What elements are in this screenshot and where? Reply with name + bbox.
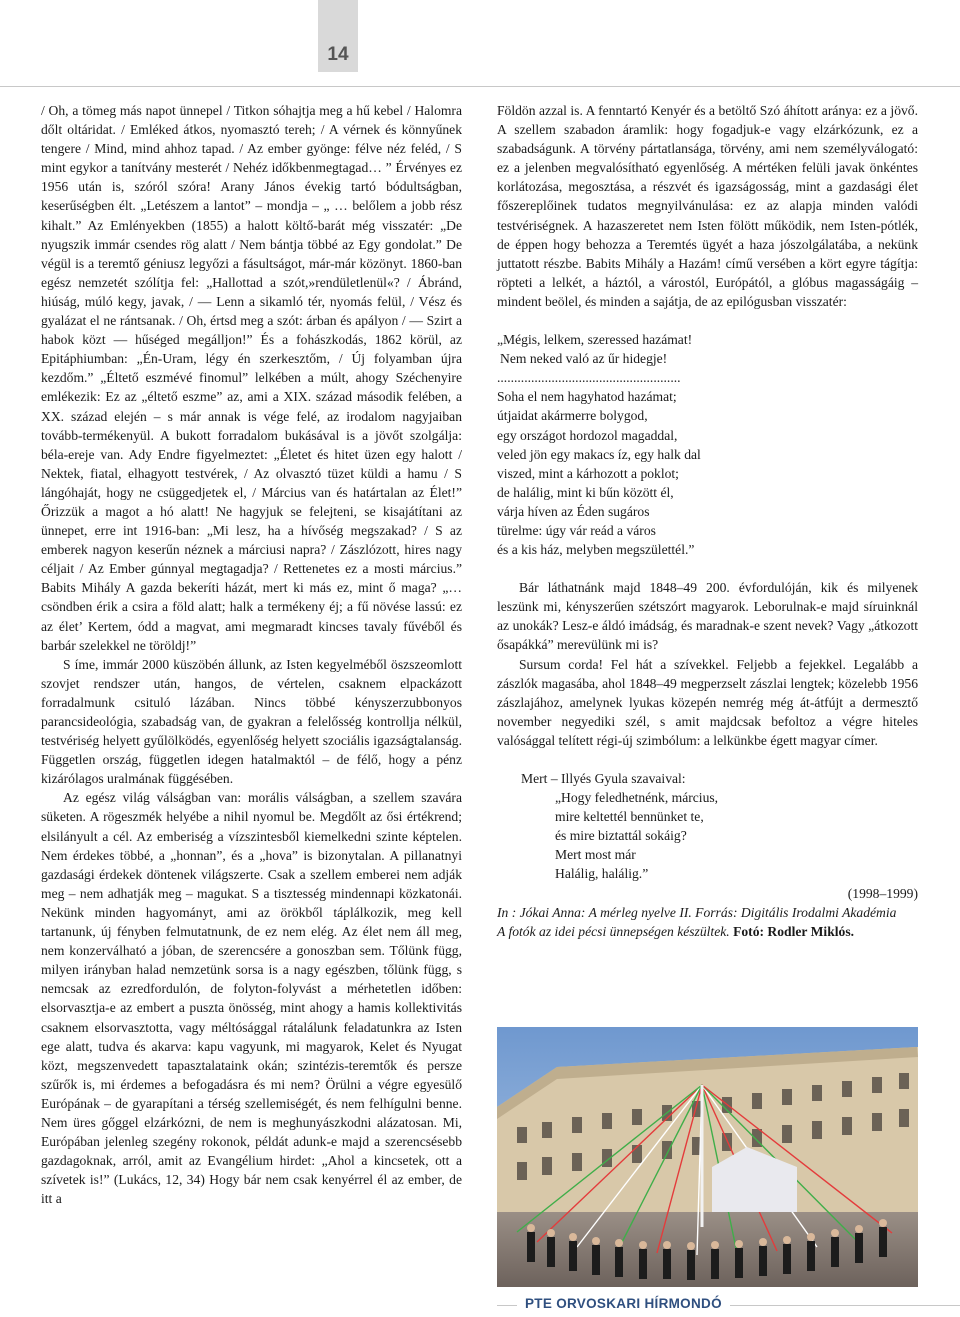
- quote-intro: Mert – Illyés Gyula szavaival:: [521, 771, 686, 786]
- date-line: (1998–1999): [847, 885, 918, 901]
- poem-line: türelme: úgy vár reád a város: [497, 522, 656, 538]
- illyes-quote: [497, 769, 918, 884]
- page-number: 14: [327, 44, 349, 65]
- poem-line: „Mégis, lelkem, szeressed hazámat!: [497, 332, 693, 348]
- photo-credit: Fotó: Rodler Miklós.: [733, 923, 855, 939]
- left-paragraph-3: Az egész világ válságban van: morális válságban, a szellem szavára süketen. A rögeszmék helyébe a nihil nyomul be. Megdőlt az ősi értékrend; elsilányult a cél. Az emberiség a vízszintesből kiemelkedni szinte képtelen. Nem érdekes többé, a „honnan”, és a „hova” is bizonytalan. A pillanatnyi gazdasági érdekek döntenek világszerte. Csak a szellem emberei nem adják meg – nem adhatják meg – magukat. S a tisztesség mindennapi közkatonái. Nekünk minden hagyományt, ami az örökből táplálkozik, meg kell tartanunk, új fényben felmutatnunk, de ez nem elég. Az élet nem áll meg, nem konzerválható a jóban, de szerencsére a gonoszban sem. Tőlünk függ, milyen irányban halad nemzetünk sorsa is a nagy egészben, tőlünk függ, s nemcsak az ezredfordulón, de folyton-folyvást a mérhetetlen időben: elsorvasztja-e az embert a puszta önösség, mint ahogy a hamis kollektivitás csaknem elsorvasztotta, vagy méltósággal rátalálunk feladatunkra az Isten ege alatt, tudva és akarva: kapu vagyunk, mi magyarok, Kelet és Nyugat közt, megszenvedett tapasztalataink okán; szintézis-teremtők és persze szűrők is, mi érdemes a befogadásra és mi nem? Örülni a végre egyesülő Európának – de gyarapítani a térség szellemiségét, és nem felhígulni benne. Nem üres gőggel elzárkózni, de nem is meghunyászkodni alázatosan. Mi, Európában jelenleg szegény rokonok, példát adunk-e majd a szerencsésebb gazdagoknak, arról, amit az Evangélium hirdet: „Ahol a kincsetek, ott a szívetek is!” (Lukács, 12, 34) Hogy bár nem csak kenyérrel él az ember, de itt a: [41, 790, 462, 1207]
- poem-line: várja híven az Éden sugáros: [497, 503, 650, 519]
- photo-caption: [497, 922, 918, 941]
- poem-line: de halálig, mint ki bűn között él,: [497, 484, 674, 500]
- poem-ellipsis-line: ......................................................: [497, 370, 681, 386]
- left-paragraph-2: S íme, immár 2000 küszöbén állunk, az Isten kegyelméből öszszeomlott szovjet rendszer után, hangos, de vértelen, csaknem elpackázott forradalmunk csituló lázában. Nincs többé kényszerzubbonyos parancsideológia, szabadság van, de gyakran a felelősség kontrollja nélkül, testvériség helyett gyűlölködés, egyenlőség helyett szociális igazságtalanság. Független ország, független idegen hatalmaktól – de félő, hogy a pénz kizárólagos uralmának függésében.: [41, 656, 462, 787]
- quote-line: Halálig, halálig.”: [555, 866, 649, 882]
- left-column: [41, 101, 462, 1208]
- source-line: In : Jókai Anna: A mérleg nyelve II. Forrás: Digitális Irodalmi Akadémia: [497, 904, 897, 920]
- page-number-tab: [318, 0, 358, 72]
- poem-line: viszed, mint a kárhozott a poklot;: [497, 465, 679, 481]
- spacer: [497, 559, 918, 578]
- poem-line: egy országot hordozol magaddal,: [497, 427, 678, 443]
- publication-name: PTE ORVOSKARI HÍRMONDÓ: [517, 1295, 730, 1312]
- poem-line: útjaidat akármerre bolygod,: [497, 408, 648, 424]
- quote-line: mire keltettél bennünket te,: [555, 809, 704, 825]
- photo-maypole-dance: [497, 1027, 918, 1287]
- right-paragraph-2: Bár láthatnánk majd 1848–49 200. évfordulóján, kik és milyenek leszünk mi, kényszerűen szétszórt magyarok. Leborulnak-e majd síruinknál az unokák? Lesz-e áldó imádság, és maradnak-e szent nevek? Vagy „átkozott ősapákká” merevülünk mi is?: [497, 580, 918, 653]
- poem-line: veled jön egy makacs íz, egy halk dal: [497, 446, 701, 462]
- poem-line: Soha el nem hagyhatod hazámat;: [497, 389, 677, 405]
- quote-line: „Hogy feledhetnénk, március,: [555, 790, 719, 806]
- top-rule: [0, 86, 960, 87]
- right-intro-paragraph: Földön azzal is. A fenntartó Kenyér és a betöltő Szó áhított aránya: ez a jövő. A szellem szabadon áramlik: hogy fogadjuk-e vagy elzárkózunk, ez a szabadságunk. A törvény pártatlansága, törvény, ami nem személyválogató: ez a jelenben megvalósítható egyenlőség. A mértéken felüli javak önkéntes korlátozása, megosztása, a részvét és igazságosság, mint a gazdasági élet főszereplőinek tudatos megnyilvánulása: ez az alapja minden valódi testvériségnek. A hazaszeretet nem Isten fölött működik, nem Isten-pótlék, de éppen hogy behozza a Teremtés ügyét a haza jószolgálatába, a nekünk juttatott részbe. Babits Mihály a Hazám! című versében a kört egyre tágítja: röpteti a lelkét, a háztól, a várostól, Európától, a glóbus magasságáig – mindent beölel, és minden a sajátja, de az epilógusban visszatér:: [497, 103, 918, 309]
- poem-line: és a kis ház, melyben megszülettél.”: [497, 542, 695, 558]
- photo-caption-text: A fotók az idei pécsi ünnepségen készültek.: [497, 923, 730, 939]
- quote-line: és mire biztattál sokáig?: [555, 828, 687, 844]
- babits-poem: [497, 330, 918, 559]
- right-column: [497, 101, 918, 941]
- photo-illustration: [497, 1027, 918, 1287]
- poem-line: Nem neked való az űr hidegje!: [500, 351, 668, 367]
- quote-line: Mert most már: [555, 847, 636, 863]
- left-paragraph-1: / Oh, a tömeg más napot ünnepel / Titkon sóhajtja meg a hű kebel / Halomra dőlt oltáridat. / Emléked átkos, nyomasztó tereh; / A vérnek és könnyűnek tengere / Mind, mind ahhoz tapad. / Az ember gyönge: félve néz feléd, / S mint egykor a tanítvány mesterét / Nehéz időkbenmegtagad… ” Érvényes ez 1956 után is, szóról szóra! Arany János évekig tartó bódultságban, keserűségben élt. „Letészem a lantot” – mondja – „ … belőlem a jobb rész kihalt.” Az Emlényekben (1855) a halott költő-barát még visszatér: „De nyugszik immár csendes rög alatt / Nem bántja többé az Egy gondolat.” De végül is a teremtő géniusz legyőzi a fásultságot, már-már közönyt. 1860-ban egész nemzetét szólítja fel: „Hallottad a szót,»rendületlenül«? / Ábránd, hiúság, múló kegy, javak, / — Lenn a sikamló tér, nyomás felül, / Vész és gyalázat el ne rántsanak. / Oh, értsd meg a szót: árban és apályon / — Szirt a habok közt — hűséged megálljon!” És a fohászkodás, 1862 körül, az Epitáphiumban: „Én-Uram, légy én szerkesztőm, / Új folyamban újra kezdőm.” „Éltető eszmévé finomul” lelkében a múlt, ahogy Széchenyire emlékezik: Ez az „éltető eszme” az, ami a XIX. század második felében, a XX. század elején – s már annak is vége felé, az irodalom nagyjaiban tovább-termékenyül. A bukott forradalom bukásával is a jövőt szolgálja: béla-ereje van. Ady Endre figyelmeztet: „Életet és hitet üzen egy halott / Nektek, fiatal, elhagyott testvérek, / Az olvasztó tüzet küldi a hamu / S lángóhaját, hogy ne csüggedjetek el, / Március van és határtalan az Élet!” Őrizzük a magot a hó alatt! Ne hagyjuk se felejteni, se kisajátítani az ünnepet, erre int 1916-ban: „Mi lesz, ha a hívőség megszakad? / S az emberek nagyon keserűn néznek a márciusi napra? / Zászlózott, hires nagy céljait / Az Ember gúnnyal megtagadja? / Rettenetes ez a mosti március.” Babits Mihály A gazda bekeríti házát, mert ki más ez, mint ő maga? „…csöndben érik a csira a föld alatt; halk a termékeny éj; a fű növése lassú: ez az élet’ Kertem, ódd a magvat, ami megmaradt kincses tavaly fűvéből és barbár szelekkel ne töröldj!”: [41, 103, 462, 653]
- right-paragraph-3: Sursum corda! Fel hát a szívekkel. Feljebb a fejekkel. Legalább a zászlók magasába, ahol 1848–49 megperzselt zászlai lengtek; közelebb 1956 zászlajához, amelynek lyukas közepén nemrég még át-átfújt a dermesztő november negyediki szél, s amit majdcsak befoltoz a végre hiteles valósággal telített régi-új szimbólum: a lelkünkbe égett magyar címer.: [497, 656, 918, 748]
